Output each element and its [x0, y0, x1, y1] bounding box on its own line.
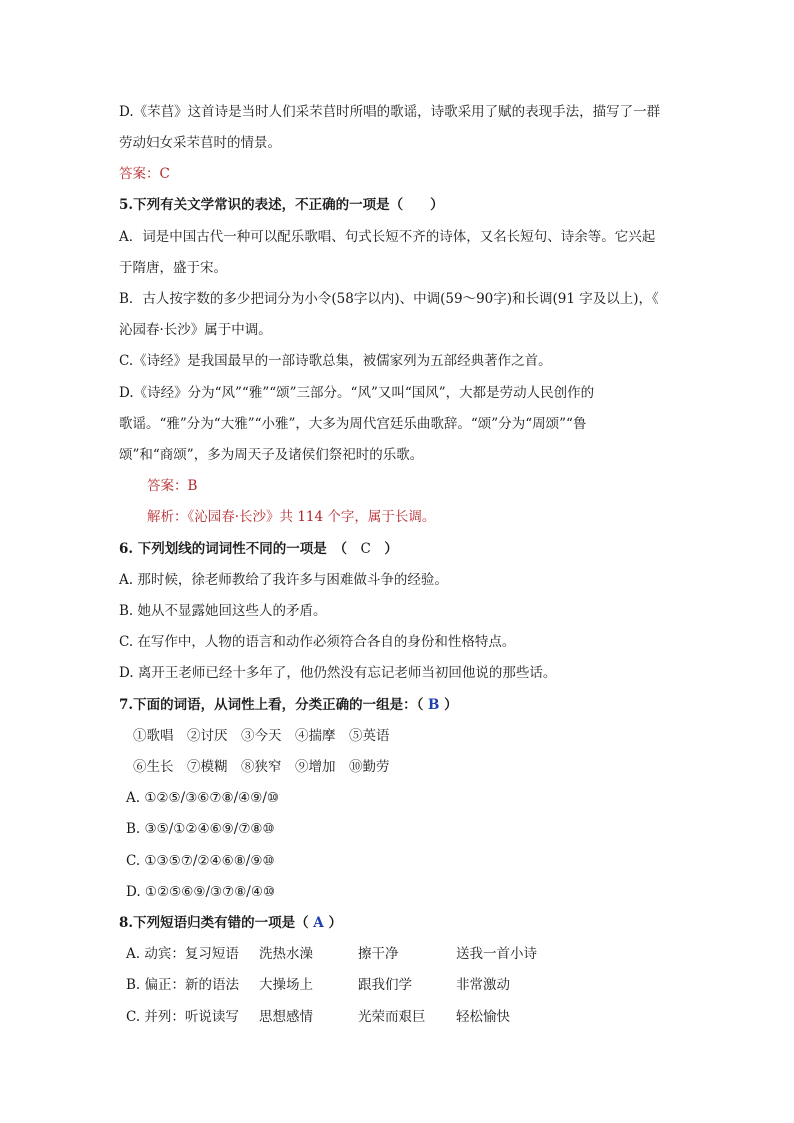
- q8-option-row: [126, 976, 726, 994]
- option-d-line-1: D.《芣苢》这首诗是当时人们采芣苢时所唱的歌谣，诗歌采用了赋的表现手法，描写了一群: [119, 104, 661, 120]
- question-8-title: [119, 914, 342, 932]
- q8-option-label: A. 动宾：复习短语: [126, 946, 239, 962]
- q8-title-text: 8.下列短语归类有错的一项是（: [119, 915, 314, 931]
- q6-answer: C: [360, 541, 371, 557]
- q8-option-label: B. 偏正：新的语法: [126, 977, 240, 993]
- q8-phrase: 光荣而艰巨: [358, 1009, 426, 1025]
- q8-phrase: 轻松愉快: [456, 1009, 510, 1025]
- q5-option-b-line-2: 沁园春·长沙》属于中调。: [119, 322, 272, 338]
- q7-option-d: D. ①②⑤⑥⑨/③⑦⑧/④⑩: [126, 884, 276, 900]
- q6-option-d: D. 离开王老师已经十多年了，他仍然没有忘记老师当初回他说的那些话。: [119, 665, 557, 681]
- q8-option-row: [126, 945, 726, 963]
- q7-title-text: 7.下面的词语，从词性上看，分类正确的一组是：（: [119, 697, 429, 713]
- q7-option-a: A. ①②⑤/③⑥⑦⑧/④⑨/⑩: [126, 790, 280, 806]
- explanation-q5: 解析：《沁园春·长沙》共 114 个字，属于长调。: [147, 509, 436, 525]
- q6-option-b: B. 她从不显露她回这些人的矛盾。: [119, 603, 327, 619]
- q6-option-a: A. 那时候，徐老师教给了我许多与困难做斗争的经验。: [119, 572, 448, 588]
- q7-word-list-2: ⑥生长 ⑦模糊 ⑧狭窄 ⑨增加 ⑩勤劳: [133, 759, 390, 775]
- q7-title-close: ）: [439, 697, 458, 713]
- question-6-title: [119, 540, 398, 558]
- q7-answer: B: [428, 697, 440, 713]
- q5-option-d-line-1: D.《诗经》分为“风”“雅”“颂”三部分。“风”又叫“国风”，大都是劳动人民创作的: [119, 385, 595, 401]
- q7-word-list-1: ①歌唱 ②讨厌 ③今天 ④揣摩 ⑤英语: [133, 728, 390, 744]
- q6-option-c: C. 在写作中，人物的语言和动作必须符合各自的身份和性格特点。: [119, 634, 516, 650]
- q7-option-b: B. ③⑤/①②④⑥⑨/⑦⑧⑩: [126, 821, 275, 837]
- question-7-title: [119, 696, 458, 714]
- q5-option-d-line-3: 颂”和“商颂”，多为周天子及诸侯们祭祀时的乐歌。: [119, 447, 424, 463]
- q8-answer: A: [313, 915, 324, 931]
- q8-option-label: C. 并列：听说读写: [126, 1009, 239, 1025]
- q5-option-c: C.《诗经》是我国最早的一部诗歌总集，被儒家列为五部经典著作之首。: [119, 353, 552, 369]
- q8-phrase: 送我一首小诗: [456, 946, 537, 962]
- q5-option-a-line-2: 于隋唐，盛于宋。: [119, 260, 227, 276]
- q6-title-text: 6. 下列划线的词词性不同的一项是 （: [119, 541, 361, 557]
- answer-q4: 答案：C: [119, 166, 170, 182]
- answer-q5: 答案：B: [147, 478, 198, 494]
- question-5-title: 5.下列有关文学常识的表述，不正确的一项是（ ）: [119, 197, 444, 213]
- q5-option-b-line-1: B．古人按字数的多少把词分为小令(58字以内)、中调(59～90字)和长调(91 字及以上)，《: [119, 291, 659, 307]
- q8-phrase: 思想感情: [259, 1009, 313, 1025]
- q7-option-c: C. ①③⑤⑦/②④⑥⑧/⑨⑩: [126, 853, 275, 869]
- q8-title-close: ）: [323, 915, 342, 931]
- q8-phrase: 非常激动: [456, 977, 510, 993]
- option-d-line-2: 劳动妇女采芣苢时的情景。: [119, 135, 281, 151]
- q8-phrase: 跟我们学: [358, 977, 412, 993]
- q8-option-row: [126, 1008, 726, 1026]
- q5-option-d-line-2: 歌谣。“雅”分为“大雅”“小雅”，大多为周代宫廷乐曲歌辞。“颂”分为“周颂”“鲁: [119, 416, 587, 432]
- q5-option-a-line-1: A．词是中国古代一种可以配乐歌唱、句式长短不齐的诗体，又名长短句、诗余等。它兴起: [119, 229, 656, 245]
- q8-phrase: 大操场上: [259, 977, 313, 993]
- q8-phrase: 洗热水澡: [259, 946, 313, 962]
- q8-phrase: 擦干净: [358, 946, 399, 962]
- q6-title-close: ）: [370, 541, 398, 557]
